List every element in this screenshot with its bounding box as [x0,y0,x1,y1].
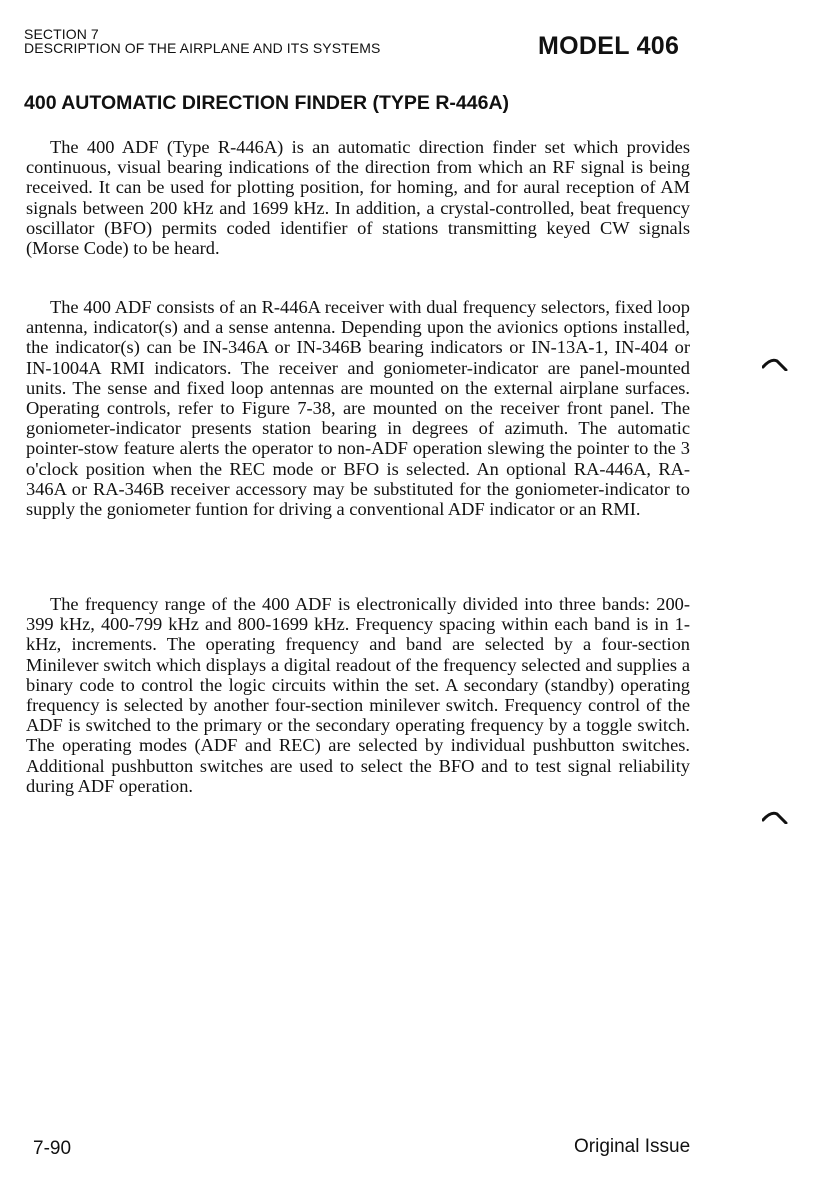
section-number: SECTION 7 [24,26,99,42]
revision-bar-icon [762,357,788,371]
paragraph-frequency [26,594,690,796]
section-description: DESCRIPTION OF THE AIRPLANE AND ITS SYSTEMS [24,40,381,56]
section-heading: 400 AUTOMATIC DIRECTION FINDER (TYPE R-446A) [24,92,510,114]
paragraph-components [26,297,690,519]
model-title: MODEL 406 [538,32,680,60]
paragraph-text: The 400 ADF consists of an R-446A receiver with dual frequency selectors, fixed loop antenna, indicator(s) and a sense antenna. Depending upon the avionics options installed, the indicator(s) can be IN-346A or IN-346B bearing indicators or IN-13A-1, IN-404 or IN-1004A RMI indicators. The receiver and goniometer-indicator are panel-mounted units. The sense and fixed loop antennas are mounted on the external airplane surfaces. Operating controls, refer to Figure 7-38, are mounted on the receiver front panel. The goniometer-indicator presents station bearing in degrees of azimuth. The automatic pointer-stow feature alerts the operator to non-ADF operation slewing the pointer to the 3 o'clock position when the REC mode or BFO is selected. An optional RA-446A, RA-346A or RA-346B receiver accessory may be substituted for the goniometer-indicator to supply the goniometer funtion for driving a conventional ADF indicator or an RMI. [26,297,690,520]
revision-bar-icon [762,810,788,824]
section-header [24,27,380,55]
page-number: 7-90 [33,1138,72,1159]
issue-label: Original Issue [574,1136,691,1157]
paragraph-text: The frequency range of the 400 ADF is electronically divided into three bands: 200-399 kHz, 400-799 kHz and 800-1699 kHz. Frequency spacing within each band is in 1-kHz, increments. The operating frequency and band are selected by a four-section Minilever switch which displays a digital readout of the frequency selected and supplies a binary code to control the logic circuits within the set. A secondary (standby) operating frequency is selected by another four-section minilever switch. Frequency control of the ADF is switched to the primary or the secondary operating frequency by a toggle switch. The operating modes (ADF and REC) are selected by individual pushbutton switches. Additional pushbutton switches are used to select the BFO and to test signal reliability during ADF operation. [26,594,690,796]
paragraph-text: The 400 ADF (Type R-446A) is an automatic direction finder set which provides continuous, visual bearing indications of the direction from which an RF signal is being received. It can be used for plotting position, for homing, and for aural reception of AM signals between 200 kHz and 1699 kHz. In addition, a crystal-controlled, beat frequency oscillator (BFO) permits coded identifier of stations transmitting keyed CW signals (Morse Code) to be heard. [26,137,690,259]
paragraph-overview [26,137,690,258]
